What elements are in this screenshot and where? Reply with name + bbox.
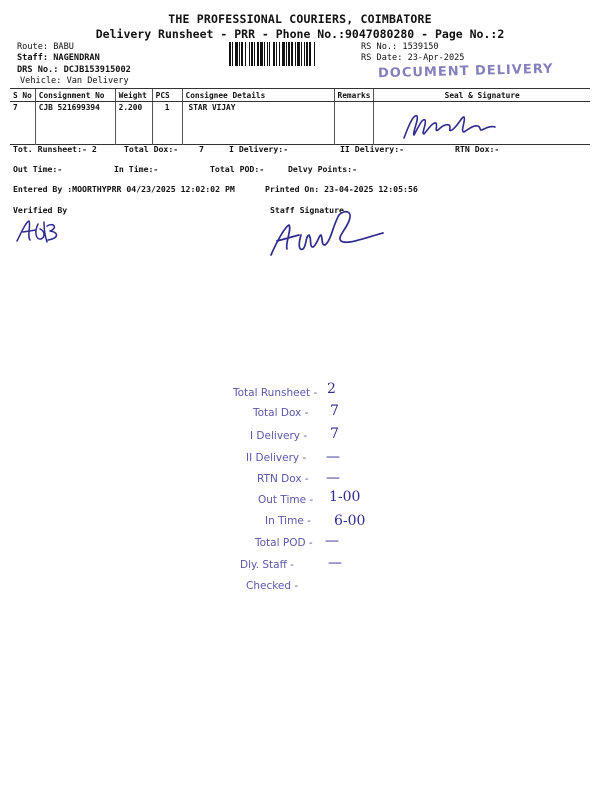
- handwritten-value: —: [325, 533, 339, 549]
- printed-on: Printed On: 23-04-2025 12:05:56: [265, 184, 418, 194]
- stamp-label: Out Time -: [258, 494, 314, 506]
- stamp-label: Dly. Staff -: [240, 559, 294, 571]
- handwritten-value: 2: [327, 381, 336, 397]
- total-dox-label: Total Dox:-: [124, 144, 179, 154]
- cell-weight: 2.200: [115, 102, 152, 145]
- handwritten-value: 7: [330, 426, 339, 442]
- total-pod: Total POD:-: [210, 164, 265, 174]
- col-remarks: Remarks: [334, 89, 374, 102]
- rs-date: RS Date: 23-Apr-2025: [361, 53, 465, 63]
- col-seal-signature: Seal & Signature: [374, 89, 590, 102]
- col-pcs: PCS: [152, 89, 182, 102]
- col-sno: S No: [10, 89, 35, 102]
- entered-by: Entered By :MOORTHYPRR 04/23/2025 12:02:02 PM: [13, 184, 235, 194]
- delvy-points: Delvy Points:-: [288, 164, 358, 174]
- stamp-label: RTN Dox -: [257, 473, 309, 485]
- document-delivery-stamp: DOCUMENT DELIVERY: [377, 61, 554, 82]
- cell-pcs: 1: [152, 102, 182, 145]
- runsheet-subtitle: Delivery Runsheet - PRR - Phone No.:9047080280 - Page No.:2: [95, 27, 505, 41]
- route-label: Route: BABU: [17, 42, 74, 52]
- total-dox-value: 7: [199, 144, 204, 154]
- stamp-label: Total POD -: [255, 537, 313, 549]
- ii-delivery: II Delivery:-: [340, 144, 405, 154]
- col-weight: Weight: [115, 89, 152, 102]
- i-delivery: I Delivery:-: [229, 144, 289, 154]
- vehicle-label: Vehicle: Van Delivery: [20, 76, 129, 86]
- handwritten-value: —: [326, 470, 340, 486]
- drs-number: DRS No.: DCJB153915002: [17, 65, 131, 75]
- cell-consignment: CJB 521699394: [35, 102, 115, 145]
- stamp-label: Checked -: [246, 580, 299, 592]
- staff-signature-label: Staff Signature: [270, 205, 344, 215]
- handwritten-value: 6-00: [334, 513, 366, 529]
- handwritten-value: 7: [330, 403, 339, 419]
- table-header-row: [10, 89, 590, 102]
- rs-number: RS No.: 1539150: [361, 42, 439, 52]
- handwritten-value: —: [326, 449, 340, 465]
- handwritten-value: 1-00: [329, 489, 361, 505]
- cell-consignee: STAR VIJAY: [182, 102, 334, 145]
- stamp-label: Total Dox -: [253, 407, 309, 419]
- stamp-label: I Delivery -: [250, 430, 308, 442]
- col-consignee: Consignee Details: [182, 89, 334, 102]
- stamp-label: II Delivery -: [246, 452, 307, 464]
- barcode: [229, 42, 355, 66]
- staff-label: Staff: NAGENDRAN: [17, 53, 100, 63]
- table-row: [10, 102, 590, 145]
- receiver-signature: [400, 108, 500, 142]
- handwritten-value: —: [328, 555, 342, 571]
- cell-remarks: [334, 102, 374, 145]
- rtn-dox: RTN Dox:-: [455, 144, 500, 154]
- stamp-label: Total Runsheet -: [233, 387, 318, 399]
- runsheet-table: [10, 88, 590, 145]
- out-time: Out Time:-: [13, 164, 63, 174]
- col-consignment: Consignment No: [35, 89, 115, 102]
- company-title: THE PROFESSIONAL COURIERS, COIMBATORE: [168, 12, 432, 26]
- tot-runsheet: Tot. Runsheet:- 2: [13, 144, 97, 154]
- verified-by-label: Verified By: [13, 205, 68, 215]
- in-time: In Time:-: [114, 164, 159, 174]
- verifier-signature: [14, 216, 66, 246]
- cell-sno: 7: [13, 103, 18, 112]
- stamp-label: In Time -: [265, 515, 311, 527]
- staff-signature: [265, 205, 390, 260]
